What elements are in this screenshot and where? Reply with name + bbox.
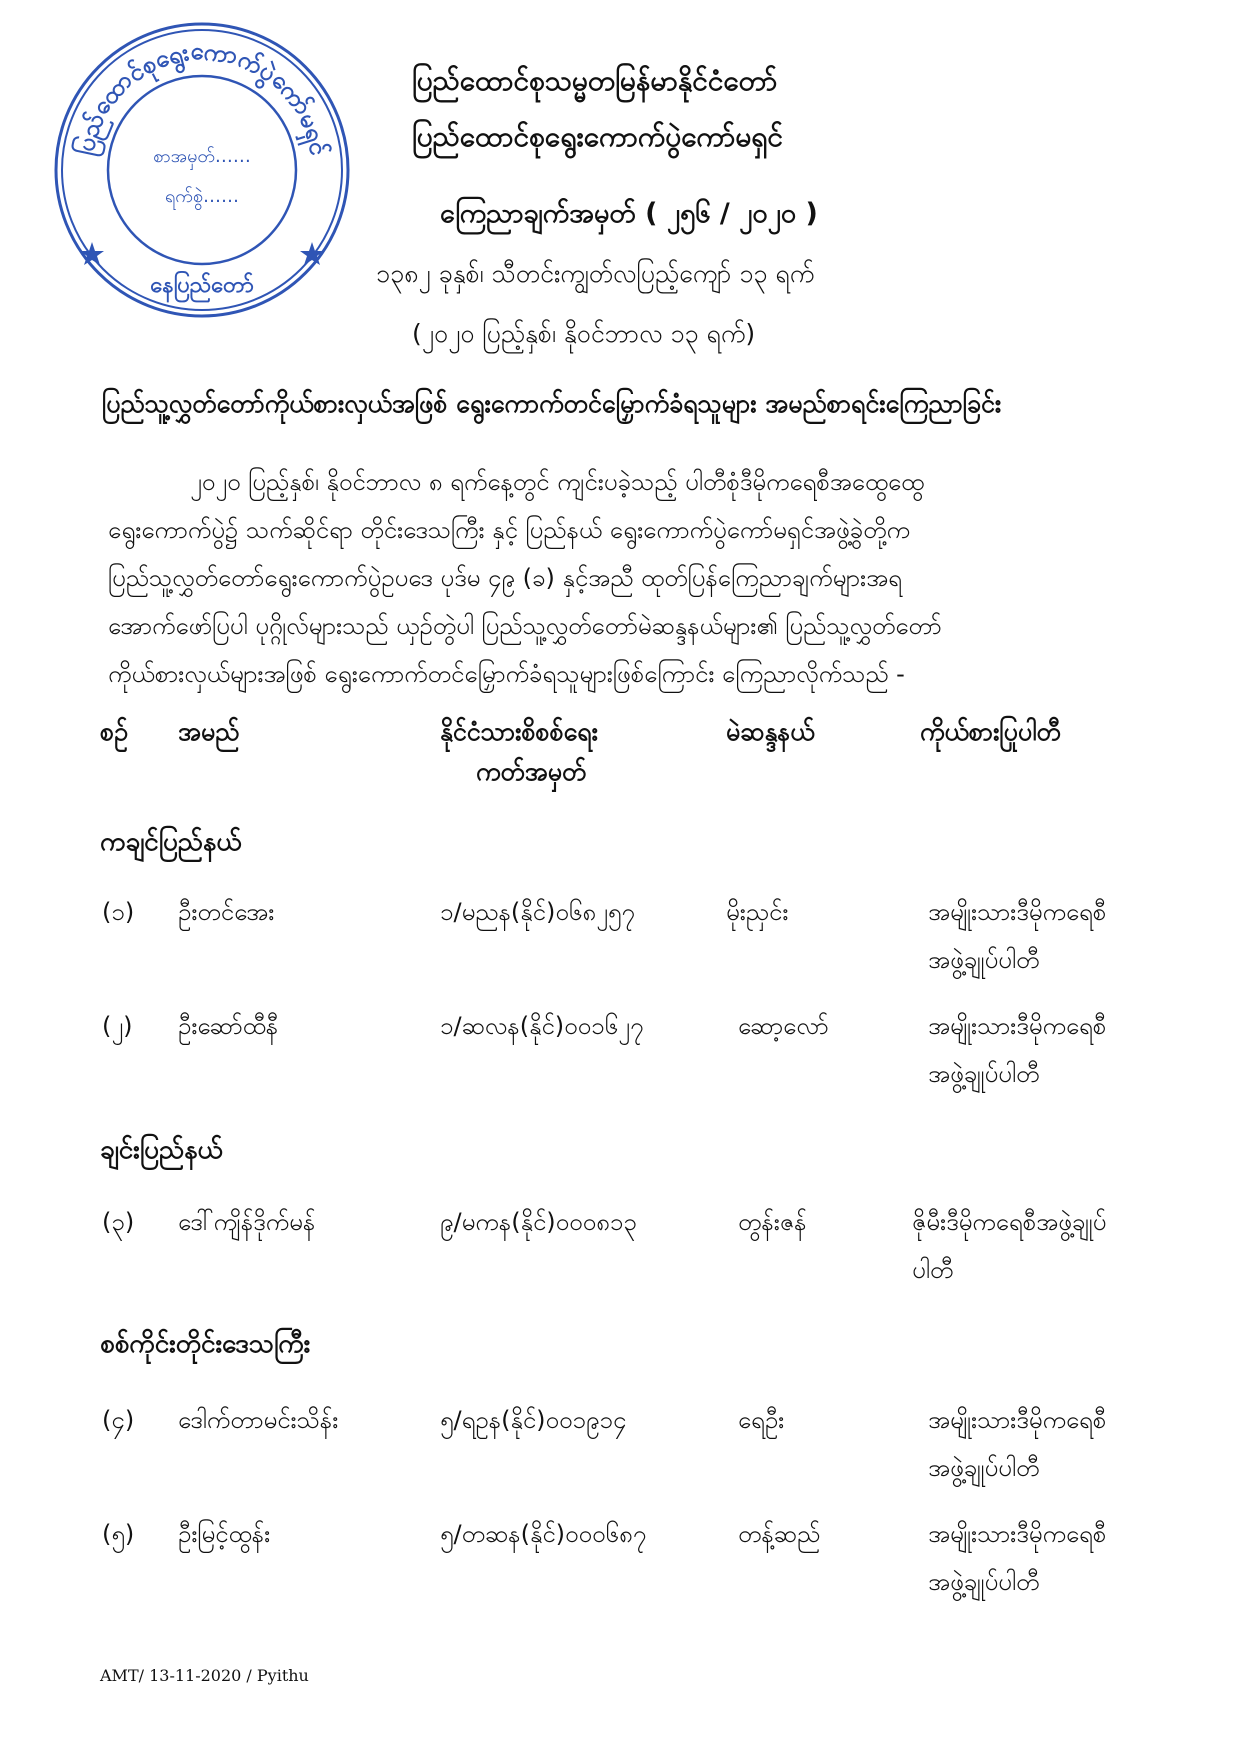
myanmar-date: ၁၃၈၂ ခုနှစ်၊ သီတင်းကျွတ်လပြည့်ကျော် ၁၃ ရက် <box>376 259 815 288</box>
candidate-party: အမျိုးသားဒီမိုကရေစီ <box>928 1012 1107 1040</box>
body-line-5: ကိုယ်စားလှယ်များအဖြစ် ရွေးကောက်တင်မြှောက်ခံရသူများဖြစ်ကြောင်း ကြေညာလိုက်သည် - <box>108 660 905 688</box>
row-number: (၂) <box>102 1012 133 1040</box>
col-header-nrc-line2: ကတ်အမှတ် <box>476 757 587 786</box>
candidate-name: ဦးတင်အေး <box>178 898 275 926</box>
candidate-nrc: ၉/မကန(နိုင်)၀၀၀၈၁၃ <box>440 1208 637 1236</box>
row-number: (၄) <box>102 1406 135 1434</box>
col-header-nrc: နိုင်ငံသားစိစစ်ရေး <box>440 717 598 746</box>
candidate-constituency: ဆော့လော် <box>738 1012 829 1040</box>
candidate-constituency: ရေဦး <box>738 1406 785 1434</box>
seal-bottom-text: နေပြည်တော် <box>150 273 254 298</box>
col-header-name: အမည် <box>178 717 240 746</box>
candidate-name: ဦးဆော်ထီနီ <box>178 1012 279 1040</box>
candidate-party: ဇိုမီးဒီမိုကရေစီအဖွဲ့ချုပ် <box>912 1208 1107 1236</box>
seal-ring-text: ပြည်ထောင်စုရွေးကောက်ပွဲကော်မရှင် <box>70 36 333 158</box>
candidate-party-line2: ပါတီ <box>912 1256 954 1284</box>
candidate-constituency: တွန်းဇန် <box>738 1208 807 1236</box>
body-line-1: ၂၀၂၀ ပြည့်နှစ်၊ နိုဝင်ဘာလ ၈ ရက်နေ့တွင် ကျင်းပခဲ့သည့် ပါတီစုံဒီမိုကရေစီအထွေထွေ <box>190 468 925 496</box>
region-heading-kachin: ကချင်ပြည်နယ် <box>100 827 242 857</box>
body-line-4: အောက်ဖော်ပြပါ ပုဂ္ဂိုလ်များသည် ယှဉ်တွဲပါ ပြည်သူ့လွှတ်တော်မဲဆန္ဒနယ်များ၏ ပြည်သူ့လွှတ်တော် <box>108 612 942 640</box>
candidate-party-line2: အဖွဲ့ချုပ်ပါတီ <box>928 1568 1040 1596</box>
header-commission: ပြည်ထောင်စုရွေးကောက်ပွဲကော်မရှင် <box>412 120 783 153</box>
candidate-party-line2: အဖွဲ့ချုပ်ပါတီ <box>928 1060 1040 1088</box>
seal-inner-line2: ရက်စွဲ…… <box>164 186 240 207</box>
candidate-name: ဒေါက်တာမင်းသိန်း <box>178 1406 339 1434</box>
region-heading-sagaing: စစ်ကိုင်းတိုင်းဒေသကြီး <box>100 1329 311 1359</box>
candidate-nrc: ၅/ရဥန(နိုင်)၀၀၁၉၁၄ <box>440 1406 627 1434</box>
candidate-party: အမျိုးသားဒီမိုကရေစီ <box>928 898 1107 926</box>
official-seal <box>52 20 352 320</box>
candidate-name: ဒေါ်ကျိန်ဒိုက်မန် <box>178 1208 316 1236</box>
candidate-party: အမျိုးသားဒီမိုကရေစီ <box>928 1406 1107 1434</box>
notice-number: ကြေညာချက်အမှတ် ( ၂၅၆ / ၂၀၂၀ ) <box>440 198 818 229</box>
candidate-constituency: တန့်ဆည် <box>738 1520 821 1548</box>
row-number: (၅) <box>102 1520 135 1548</box>
header-country: ပြည်ထောင်စုသမ္မတမြန်မာနိုင်ငံတော် <box>412 64 778 97</box>
candidate-nrc: ၁/ဆလန(နိုင်)၀၀၁၆၂၇ <box>440 1012 644 1040</box>
gregorian-date: (၂၀၂၀ ပြည့်နှစ်၊ နိုဝင်ဘာလ ၁၃ ရက်) <box>412 319 756 348</box>
notice-subject: ပြည်သူ့လွှတ်တော်ကိုယ်စားလှယ်အဖြစ် ရွေးကောက်တင်မြှောက်ခံရသူများ အမည်စာရင်းကြေညာခြင်း <box>102 389 1002 418</box>
row-number: (၁) <box>102 898 135 926</box>
col-header-constituency: မဲဆန္ဒနယ် <box>726 717 815 746</box>
row-number: (၃) <box>102 1208 135 1236</box>
region-heading-chin: ချင်းပြည်နယ် <box>100 1135 223 1165</box>
candidate-party-line2: အဖွဲ့ချုပ်ပါတီ <box>928 946 1040 974</box>
col-header-no: စဉ် <box>100 717 128 746</box>
body-line-2: ရွေးကောက်ပွဲ၌ သက်ဆိုင်ရာ တိုင်းဒေသကြီး နှင့် ပြည်နယ် ရွေးကောက်ပွဲကော်မရှင်အဖွဲ့ခွဲတို့က <box>108 516 910 544</box>
body-line-3: ပြည်သူ့လွှတ်တော်ရွေးကောက်ပွဲဥပဒေ ပုဒ်မ ၄၉ (ခ) နှင့်အညီ ထုတ်ပြန်ကြေညာချက်များအရ <box>108 564 902 592</box>
col-header-party: ကိုယ်စားပြုပါတီ <box>920 717 1061 746</box>
candidate-nrc: ၅/တဆန(နိုင်)၀၀၀၆၈၇ <box>440 1520 647 1548</box>
candidate-constituency: မိုးညှင်း <box>726 898 789 926</box>
candidate-name: ဦးမြင့်ထွန်း <box>178 1520 271 1548</box>
document-reference: AMT/ 13-11-2020 / Pyithu <box>100 1666 309 1685</box>
seal-inner-line1: စာအမှတ်…… <box>153 146 251 167</box>
candidate-nrc: ၁/မညန(နိုင်)၀၆၈၂၅၇ <box>440 898 635 926</box>
candidate-party-line2: အဖွဲ့ချုပ်ပါတီ <box>928 1454 1040 1482</box>
candidate-party: အမျိုးသားဒီမိုကရေစီ <box>928 1520 1107 1548</box>
